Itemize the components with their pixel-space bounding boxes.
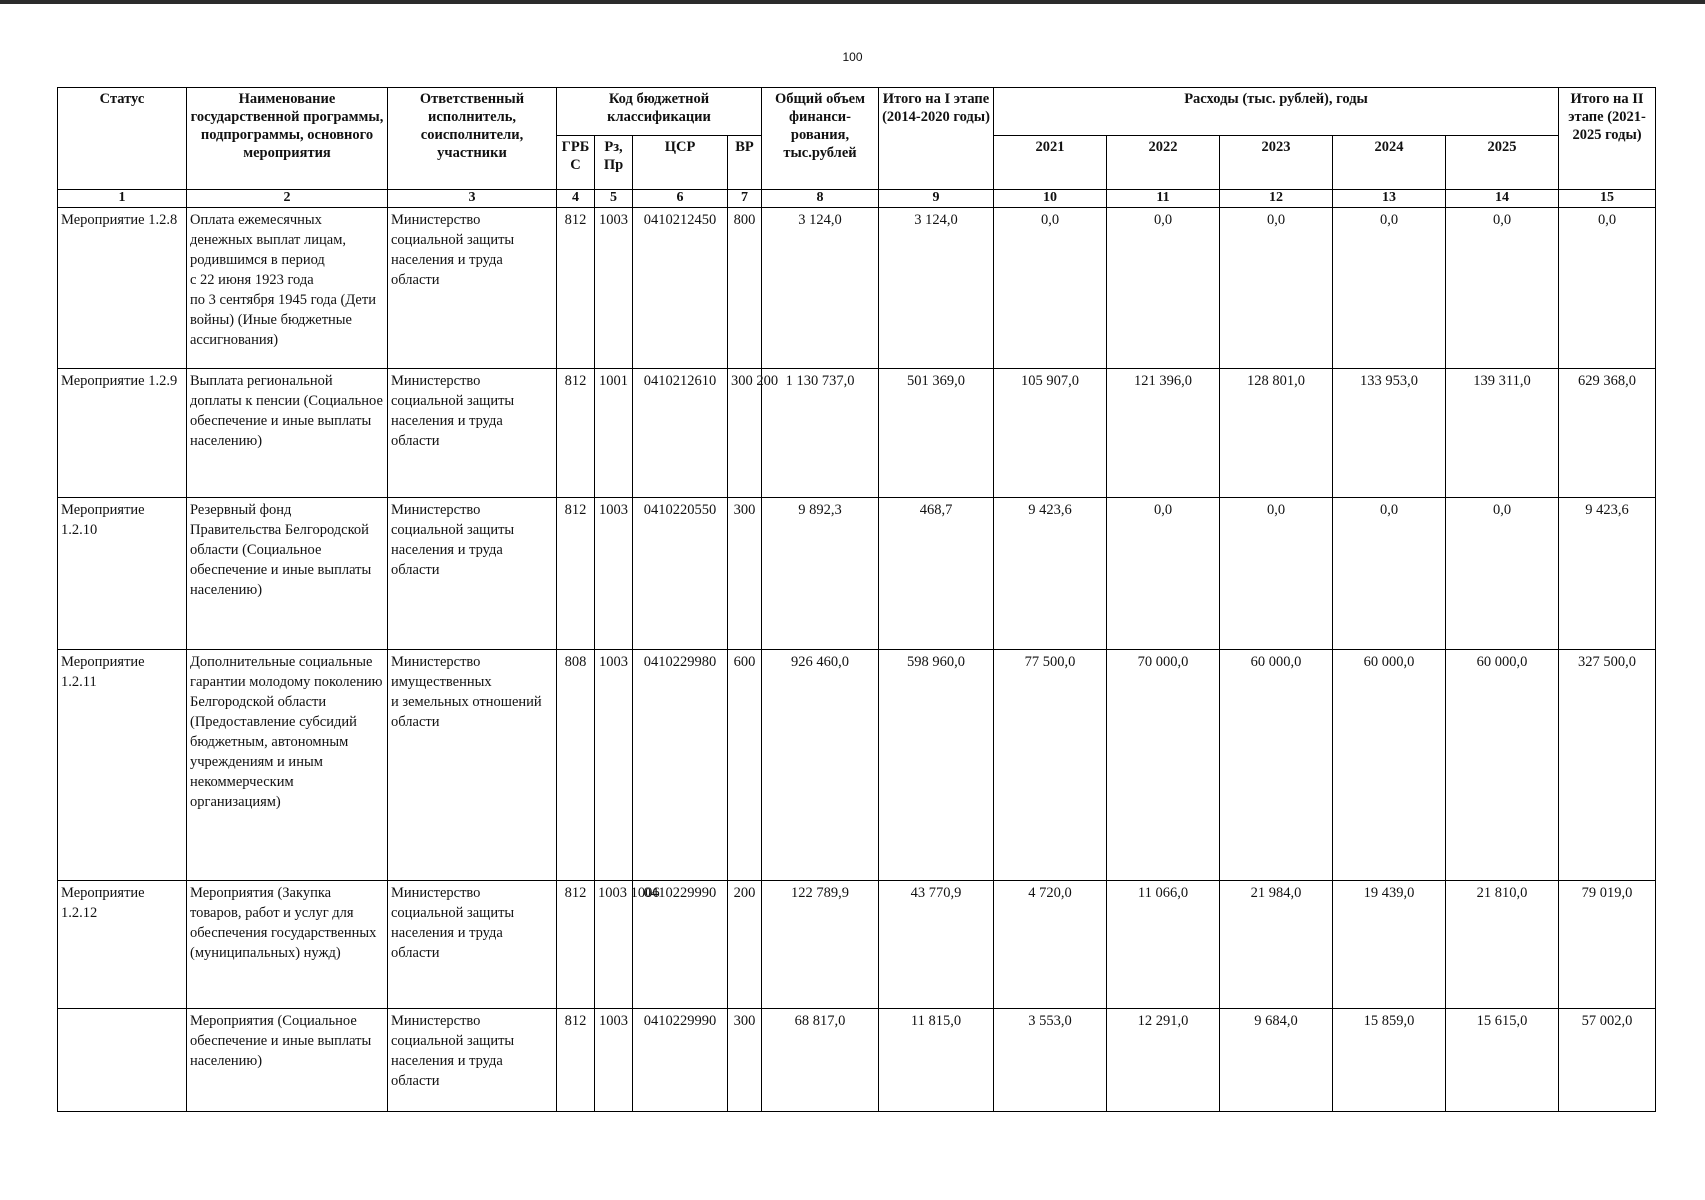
row-stage1: 43 770,9 xyxy=(879,881,994,1009)
table-row xyxy=(58,208,1656,369)
row-total: 1 130 737,0 xyxy=(762,369,879,498)
row-status: Мероприятие 1.2.11 xyxy=(58,650,187,881)
column-number: 15 xyxy=(1559,190,1656,208)
row-vr: 300 xyxy=(728,498,762,650)
header-year-2025: 2025 xyxy=(1446,136,1559,190)
row-2021: 77 500,0 xyxy=(994,650,1107,881)
header-rzpr: Рз, Пр xyxy=(595,136,633,190)
row-executor: Министерство социальной защиты населения и труда области xyxy=(388,208,557,369)
row-2022: 0,0 xyxy=(1107,208,1220,369)
row-name: Резервный фонд Правительства Белгородской области (Социальное обеспечение и иные выплаты населению) xyxy=(187,498,388,650)
header-year-2024: 2024 xyxy=(1333,136,1446,190)
row-total: 9 892,3 xyxy=(762,498,879,650)
column-number: 2 xyxy=(187,190,388,208)
row-executor: Министерство социальной защиты населения и труда области xyxy=(388,498,557,650)
table-row xyxy=(58,650,1656,881)
row-status: Мероприятие 1.2.8 xyxy=(58,208,187,369)
row-2021: 3 553,0 xyxy=(994,1009,1107,1112)
column-number: 3 xyxy=(388,190,557,208)
row-2025: 15 615,0 xyxy=(1446,1009,1559,1112)
row-grbs: 812 xyxy=(557,498,595,650)
row-status: Мероприятие 1.2.12 xyxy=(58,881,187,1009)
row-rzpr: 1003 xyxy=(595,650,633,881)
row-status: Мероприятие 1.2.9 xyxy=(58,369,187,498)
row-2025: 0,0 xyxy=(1446,208,1559,369)
row-stage2: 79 019,0 xyxy=(1559,881,1656,1009)
row-2022: 12 291,0 xyxy=(1107,1009,1220,1112)
table-row xyxy=(58,369,1656,498)
row-2023: 60 000,0 xyxy=(1220,650,1333,881)
column-number: 7 xyxy=(728,190,762,208)
row-stage1: 3 124,0 xyxy=(879,208,994,369)
header-grbs: ГРБ С xyxy=(557,136,595,190)
row-rzpr: 1003 xyxy=(595,208,633,369)
row-name: Выплата региональной доплаты к пенсии (Социальное обеспечение и иные выплаты населению) xyxy=(187,369,388,498)
table-row xyxy=(58,498,1656,650)
row-2023: 0,0 xyxy=(1220,498,1333,650)
row-2021: 105 907,0 xyxy=(994,369,1107,498)
row-rzpr: 1003 xyxy=(595,498,633,650)
row-csr: 0410229980 xyxy=(633,650,728,881)
row-executor: Министерство социальной защиты населения и труда области xyxy=(388,1009,557,1112)
row-stage2: 629 368,0 xyxy=(1559,369,1656,498)
row-2022: 0,0 xyxy=(1107,498,1220,650)
row-csr: 0410220550 xyxy=(633,498,728,650)
header-year-2022: 2022 xyxy=(1107,136,1220,190)
row-2022: 70 000,0 xyxy=(1107,650,1220,881)
header-stage1: Итого на I этапе (2014-2020 годы) xyxy=(879,88,994,190)
column-number: 1 xyxy=(58,190,187,208)
page-number: 100 xyxy=(842,50,863,64)
row-2024: 19 439,0 xyxy=(1333,881,1446,1009)
row-total: 122 789,9 xyxy=(762,881,879,1009)
row-stage2: 9 423,6 xyxy=(1559,498,1656,650)
table-row xyxy=(58,1009,1656,1112)
row-grbs: 812 xyxy=(557,208,595,369)
header-csr: ЦСР xyxy=(633,136,728,190)
header-name: Наименование государственной программы, подпрограммы, основного мероприятия xyxy=(187,88,388,190)
row-name: Оплата ежемесячных денежных выплат лицам, родившимся в период с 22 июня 1923 года по 3 сентября 1945 года (Дети войны) (Иные бюджетные ассигнования) xyxy=(187,208,388,369)
row-2023: 21 984,0 xyxy=(1220,881,1333,1009)
row-2021: 0,0 xyxy=(994,208,1107,369)
row-total: 68 817,0 xyxy=(762,1009,879,1112)
row-grbs: 812 xyxy=(557,369,595,498)
row-grbs: 812 xyxy=(557,1009,595,1112)
header-year-2023: 2023 xyxy=(1220,136,1333,190)
row-2025: 0,0 xyxy=(1446,498,1559,650)
row-2024: 60 000,0 xyxy=(1333,650,1446,881)
row-stage1: 598 960,0 xyxy=(879,650,994,881)
row-2025: 21 810,0 xyxy=(1446,881,1559,1009)
column-number: 11 xyxy=(1107,190,1220,208)
header-total-financing: Общий объем финанси-рования, тыс.рублей xyxy=(762,88,879,190)
column-number: 4 xyxy=(557,190,595,208)
row-2025: 139 311,0 xyxy=(1446,369,1559,498)
row-name: Мероприятия (Социальное обеспечение и иные выплаты населению) xyxy=(187,1009,388,1112)
row-2023: 128 801,0 xyxy=(1220,369,1333,498)
row-executor: Министерство социальной защиты населения и труда области xyxy=(388,369,557,498)
row-2022: 121 396,0 xyxy=(1107,369,1220,498)
row-total: 3 124,0 xyxy=(762,208,879,369)
row-total: 926 460,0 xyxy=(762,650,879,881)
budget-table xyxy=(57,87,1656,1112)
column-number: 5 xyxy=(595,190,633,208)
header-expenses: Расходы (тыс. рублей), годы xyxy=(994,88,1559,136)
column-number: 13 xyxy=(1333,190,1446,208)
row-status: Мероприятие 1.2.10 xyxy=(58,498,187,650)
row-stage2: 0,0 xyxy=(1559,208,1656,369)
row-2025: 60 000,0 xyxy=(1446,650,1559,881)
row-rzpr: 1003 1006 xyxy=(595,881,633,1009)
row-csr: 0410229990 xyxy=(633,1009,728,1112)
row-2024: 0,0 xyxy=(1333,498,1446,650)
column-number: 12 xyxy=(1220,190,1333,208)
row-stage1: 501 369,0 xyxy=(879,369,994,498)
row-2024: 0,0 xyxy=(1333,208,1446,369)
row-vr: 300 xyxy=(728,1009,762,1112)
row-rzpr: 1001 xyxy=(595,369,633,498)
row-vr: 600 xyxy=(728,650,762,881)
row-stage1: 11 815,0 xyxy=(879,1009,994,1112)
column-number: 10 xyxy=(994,190,1107,208)
row-2021: 9 423,6 xyxy=(994,498,1107,650)
row-vr: 300 200 xyxy=(728,369,762,498)
row-executor: Министерство социальной защиты населения и труда области xyxy=(388,881,557,1009)
row-2023: 9 684,0 xyxy=(1220,1009,1333,1112)
row-2022: 11 066,0 xyxy=(1107,881,1220,1009)
row-name: Дополнительные социальные гарантии молодому поколению Белгородской области (Предоставление субсидий бюджетным, автономным учреждениям и иным некоммерческим организациям) xyxy=(187,650,388,881)
row-stage2: 327 500,0 xyxy=(1559,650,1656,881)
column-number: 9 xyxy=(879,190,994,208)
column-number: 14 xyxy=(1446,190,1559,208)
row-stage1: 468,7 xyxy=(879,498,994,650)
row-csr: 0410212450 xyxy=(633,208,728,369)
row-2023: 0,0 xyxy=(1220,208,1333,369)
row-2024: 133 953,0 xyxy=(1333,369,1446,498)
header-vr: ВР xyxy=(728,136,762,190)
table-row xyxy=(58,881,1656,1009)
row-grbs: 808 xyxy=(557,650,595,881)
header-status: Статус xyxy=(58,88,187,190)
row-csr: 0410229990 xyxy=(633,881,728,1009)
row-grbs: 812 xyxy=(557,881,595,1009)
column-number: 6 xyxy=(633,190,728,208)
top-border-line xyxy=(0,0,1705,4)
row-rzpr: 1003 xyxy=(595,1009,633,1112)
row-executor: Министерство имущественных и земельных отношений области xyxy=(388,650,557,881)
column-number: 8 xyxy=(762,190,879,208)
header-stage2: Итого на II этапе (2021-2025 годы) xyxy=(1559,88,1656,190)
row-vr: 200 xyxy=(728,881,762,1009)
header-executor: Ответственный исполнитель, соисполнители, участники xyxy=(388,88,557,190)
row-2021: 4 720,0 xyxy=(994,881,1107,1009)
row-csr: 0410212610 xyxy=(633,369,728,498)
header-budget-code: Код бюджетной классификации xyxy=(557,88,762,136)
row-vr: 800 xyxy=(728,208,762,369)
row-stage2: 57 002,0 xyxy=(1559,1009,1656,1112)
header-year-2021: 2021 xyxy=(994,136,1107,190)
row-status xyxy=(58,1009,187,1112)
row-2024: 15 859,0 xyxy=(1333,1009,1446,1112)
row-name: Мероприятия (Закупка товаров, работ и услуг для обеспечения государственных (муниципальных) нужд) xyxy=(187,881,388,1009)
